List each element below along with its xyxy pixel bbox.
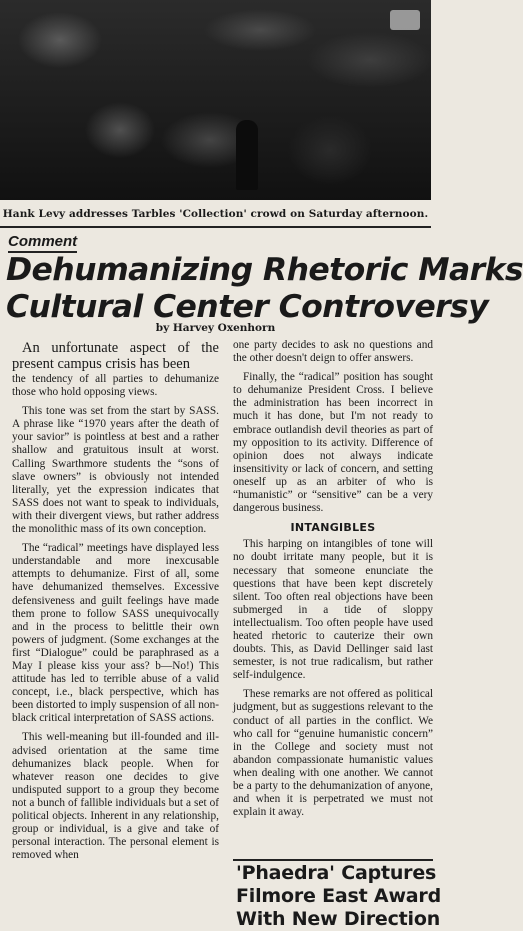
headline-line: Filmore East Award: [236, 885, 441, 907]
subhead: INTANGIBLES: [290, 521, 376, 535]
headline-line: Cultural Center Controversy: [6, 289, 489, 325]
paragraph: one party decides to ask no questions and the other doesn't deign to offer answers.: [233, 339, 433, 365]
article-column-left: [12, 340, 219, 868]
photo-caption: Hank Levy addresses Tarbles 'Collection' crowd on Saturday afternoon.: [0, 202, 431, 228]
light-fixture: [390, 10, 420, 30]
lead-paragraph: An unfortunate aspect of the present campus crisis has been: [12, 340, 219, 372]
divider-rule: [233, 859, 433, 861]
speaker-silhouette: [236, 120, 258, 190]
headline-line: 'Phaedra' Captures: [236, 862, 437, 884]
headline-line: With New Direction: [236, 908, 441, 930]
paragraph: This harping on intangibles of tone will no doubt irritate many people, but it is necessary that someone enunciate the questions that have been kept discretely silent. Too often real objections have been submerged in a tide of sloppy intellectualism. Too often people have used heated rhetoric to cauterize their own doubts. This, as David Dellinger said last semester, is not true radicalism, but rather self-indulgence.: [233, 538, 433, 682]
headline: [6, 252, 523, 326]
section-label: Comment: [8, 233, 77, 253]
paragraph: This well-meaning but ill-founded and ill-advised orientation at the same time dehumanizes black people. When for whatever reason one decides to give undisputed support to a group they become not a bunch of fallible individuals but a set of political objects. Inherent in any relationship, group or individual, is a give and take of personal interaction. The personal element is removed when: [12, 731, 219, 862]
headline-line: Dehumanizing Rhetoric Marks: [6, 252, 523, 288]
next-article-headline: [236, 862, 446, 931]
paragraph: These remarks are not offered as political judgment, but as suggestions relevant to the conduct of all parties in the conflict. We who call for “genuine humanistic concern” in the College and society must not abandon compassionate humanistic values when dealing with one another. We cannot be a party to the dehumanization of anyone, and when it is perpetrated we must not explain it away.: [233, 688, 433, 819]
byline: by Harvey Oxenhorn: [155, 322, 276, 334]
paragraph: The “radical” meetings have displayed less understandable and more inexcusable attempts to dehumanize. First of all, some have dehumanized themselves. Excessive defensiveness and guilt feelings have made them prone to follow SASS unequivocally and in the process to belittle their own powers of judgment. (Some exchanges at the first “Dialogue” could be paraphrased as a May I please kiss your ass? b—No!) This attitude has led to terrible abuse of a valid concept, i.e., black perspective, which has been distorted to imply suspension of all non-black critical interpretation of SASS actions.: [12, 542, 219, 725]
paragraph: Finally, the “radical” position has sought to dehumanize President Cross. I believe the administration has been incorrect in much it has done, but I'm not ready to embrace outlandish devil theories as part of my opposition to its activity. Difference of opinion does not always indicate insensitivity or lack of concern, and setting oneself up as an arbiter of who is “humanistic” or “sensitive” can be a very dangerous business.: [233, 371, 433, 515]
article-column-right: [233, 339, 433, 825]
event-photo: [0, 0, 431, 200]
paragraph: This tone was set from the start by SASS. A phrase like “1970 years after the death of your savior” is pointless at best and a rather shallow and gratuitous insult at worst. Calling Swarthmore students the “sons of slave owners” is obviously not intended literally, yet the expression indicates that SASS does not want to speak to individuals, with their divergent views, but rather address the monolithic mass of its own conception.: [12, 405, 219, 536]
paragraph: the tendency of all parties to dehumanize those who hold opposing views.: [12, 373, 219, 399]
